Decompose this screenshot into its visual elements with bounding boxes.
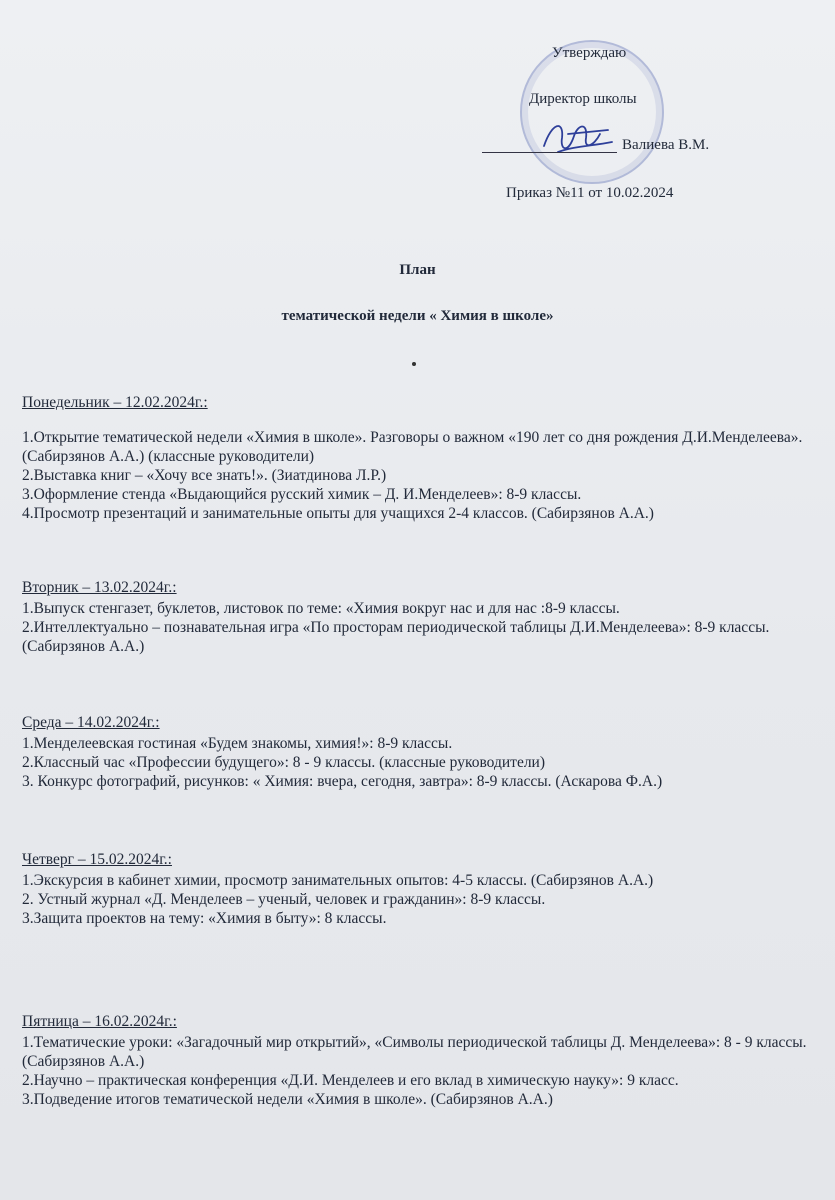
signature-icon — [538, 116, 618, 160]
dot-mark — [412, 362, 416, 366]
event-item: 3. Конкурс фотографий, рисунков: « Химия: вчера, сегодня, завтра»: 8-9 классы. (Аскарова Ф.А.) — [22, 773, 663, 790]
day-heading: Пятница – 16.02.2024г.: — [22, 1013, 177, 1030]
order-number: Приказ №11 от 10.02.2024 — [506, 185, 674, 201]
event-item: 3.Подведение итогов тематической недели «Химия в школе». (Сабирзянов А.А.) — [22, 1091, 553, 1108]
day-thursday — [22, 850, 812, 928]
event-item: 2.Выставка книг – «Хочу все знать!». (Зиатдинова Л.Р.) — [22, 467, 387, 484]
day-friday — [22, 1012, 812, 1109]
plan-subtitle: тематической недели « Химия в школе» — [281, 308, 554, 324]
director-name: Валиева В.М. — [622, 137, 710, 153]
event-item: 2.Классный час «Профессии будущего»: 8 - 9 классы. (классные руководители) — [22, 754, 546, 771]
director-position: Директор школы — [529, 91, 637, 107]
event-item: 3.Оформление стенда «Выдающийся русский химик – Д. И.Менделеев»: 8-9 классы. — [22, 486, 582, 503]
day-heading: Четверг – 15.02.2024г.: — [22, 851, 172, 868]
day-heading: Понедельник – 12.02.2024г.: — [22, 394, 208, 411]
event-item: 1.Менделеевская гостиная «Будем знакомы, химия!»: 8-9 классы. — [22, 735, 453, 752]
plan-title: План — [399, 262, 436, 278]
day-monday — [22, 393, 812, 523]
day-wednesday — [22, 713, 812, 791]
day-tuesday — [22, 578, 812, 656]
event-item: 3.Защита проектов на тему: «Химия в быту»: 8 классы. — [22, 910, 387, 927]
event-item: 4.Просмотр презентаций и занимательные опыты для учащихся 2-4 классов. (Сабирзянов А.А.) — [22, 505, 654, 522]
event-item: 2. Устный журнал «Д. Менделеев – ученый, человек и гражданин»: 8-9 классы. — [22, 891, 546, 908]
event-item: 2.Научно – практическая конференция «Д.И. Менделеев и его вклад в химическую науку»: 9 класс. — [22, 1072, 679, 1089]
event-item: 2.Интеллектуально – познавательная игра «По просторам периодической таблицы Д.И.Менделеева»: 8-9 классы. (Сабирзянов А.А.) — [22, 619, 770, 655]
event-item: 1.Выпуск стенгазет, буклетов, листовок по теме: «Химия вокруг нас и для нас :8-9 классы. — [22, 600, 620, 617]
signature-line — [482, 152, 617, 153]
event-item: 1.Открытие тематической недели «Химия в школе». Разговоры о важном «190 лет со дня рождения Д.И.Менделеева». (Сабирзянов А.А.) (классные руководители) — [22, 429, 803, 465]
event-item: 1.Тематические уроки: «Загадочный мир открытий», «Символы периодической таблицы Д. Менделеева»: 8 - 9 классы. (Сабирзянов А.А.) — [22, 1034, 807, 1070]
day-heading: Среда – 14.02.2024г.: — [22, 714, 160, 731]
approval-title: Утверждаю — [552, 45, 627, 61]
event-item: 1.Экскурсия в кабинет химии, просмотр занимательных опытов: 4-5 классы. (Сабирзянов А.А.) — [22, 872, 654, 889]
day-heading: Вторник – 13.02.2024г.: — [22, 579, 177, 596]
